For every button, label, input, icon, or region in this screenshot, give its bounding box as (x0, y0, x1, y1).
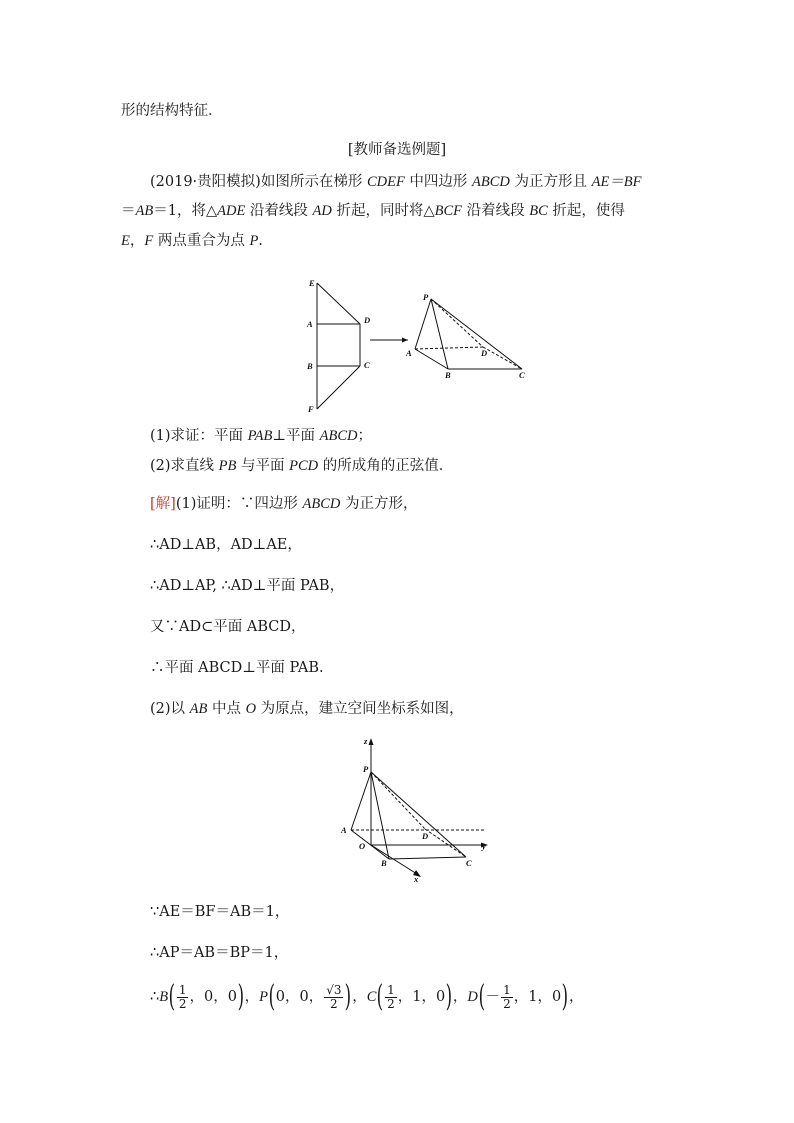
problem-term: E (121, 233, 130, 249)
edge-ab (415, 349, 448, 369)
z-arrow-icon (369, 738, 374, 745)
label-a-3d: A (406, 348, 412, 358)
problem-term: BCF (434, 203, 463, 219)
problem-line-2 (121, 201, 625, 221)
q-text: ⊥平面 (272, 428, 320, 444)
coord-value: 0 (227, 989, 237, 1005)
problem-text: ＝1，将△ (153, 203, 218, 219)
label-o: O (359, 841, 366, 851)
coord-value: 1 (412, 989, 422, 1005)
label-b: B (307, 361, 313, 371)
problem-text: . (258, 233, 263, 249)
label-d: D (364, 315, 371, 325)
fraction-half (177, 984, 189, 1011)
intro-line: 形的结构特征． (121, 103, 223, 119)
label-e: E (309, 278, 315, 288)
edge-dc-hidden (425, 829, 466, 857)
problem-text: ＝ (121, 203, 136, 219)
frac-num: 1 (503, 982, 511, 997)
sep: ， (189, 989, 204, 1005)
q-term: PB (218, 458, 237, 474)
problem-term: F (144, 233, 154, 249)
label-c: C (364, 360, 370, 370)
label-c-3d: C (519, 370, 525, 380)
frac-den: 2 (387, 996, 395, 1011)
sol-text: (1)证明：∵四边形 (175, 496, 303, 512)
sol-text: 中点 (207, 701, 246, 717)
problem-text: 沿着线段 (462, 203, 530, 219)
sep: ， (537, 989, 552, 1005)
figure-trapezoid-fold (300, 272, 540, 417)
solution-line-5: ∴平面 ABCD⊥平面 PAB. (150, 660, 324, 676)
sep: ， (397, 989, 413, 1005)
q-term: PCD (289, 458, 319, 474)
solution-line-2: ∴AD⊥AB，AD⊥AE， (150, 537, 302, 553)
sep: ， (244, 989, 260, 1005)
label-x: x (414, 874, 419, 882)
sep: ， (308, 989, 324, 1005)
edge-ed (317, 283, 360, 324)
sep: ， (421, 989, 436, 1005)
label-d: D (422, 831, 429, 841)
sol-term: AB (189, 701, 208, 717)
edge-cf (317, 366, 360, 409)
frac-den: 2 (178, 996, 187, 1011)
problem-text: ， (129, 233, 145, 249)
sol-term: O (245, 701, 257, 717)
problem-term: AD (312, 203, 332, 219)
problem-term: CDEF (366, 174, 405, 190)
frac-den: 2 (503, 996, 511, 1011)
label-f: F (308, 404, 314, 414)
q-text: (2)求直线 (150, 458, 219, 474)
label-p-3d: P (423, 292, 429, 302)
question-2 (150, 456, 453, 476)
coord-value: 0 (551, 989, 562, 1005)
frac-num: √3 (326, 982, 342, 997)
sep: ， (213, 989, 228, 1005)
therefore-symbol: ∴ (150, 989, 160, 1005)
problem-term: BC (529, 203, 548, 219)
question-1 (150, 426, 372, 446)
paren-open: ( (268, 979, 276, 1014)
q-term: ABCD (319, 428, 358, 444)
problem-text: 折起，使得 (547, 203, 625, 219)
sep: ， (513, 989, 529, 1005)
sol-term: ABCD (302, 496, 341, 512)
paren-open: ( (478, 979, 485, 1014)
problem-term: ADE (217, 203, 246, 219)
label-a: A (307, 319, 313, 329)
label-d-3d: D (481, 348, 488, 358)
point-b-label: B (159, 989, 169, 1005)
problem-line-3 (121, 231, 263, 251)
problem-term: AE＝BF (591, 174, 642, 190)
problem-text: (2019·贵阳模拟)如图所示在梯形 (150, 174, 367, 190)
label-c: C (466, 858, 472, 868)
sol-text: (2)以 (150, 701, 190, 717)
minus-sign: － (485, 989, 501, 1005)
fraction-half (501, 984, 513, 1011)
paren-close: ) (237, 979, 245, 1014)
edge-bc (389, 857, 466, 859)
problem-text: 两点重合为点 (153, 233, 250, 249)
edge-pc (371, 772, 466, 857)
label-p: P (363, 764, 369, 774)
edge-dc-hidden (483, 347, 522, 369)
point-c-label: C (366, 989, 377, 1005)
problem-text: 中四边形 (404, 174, 473, 190)
problem-term: AB (135, 203, 154, 219)
fraction-half (385, 984, 397, 1011)
problem-term: P (249, 233, 259, 249)
q-text: 与平面 (236, 458, 290, 474)
label-z: z (364, 736, 368, 746)
edge-pd-hidden (371, 772, 425, 829)
label-a: A (341, 825, 347, 835)
q-term: PAB (247, 428, 273, 444)
paren-close: ) (345, 979, 352, 1014)
section-header: [教师备选例题] (347, 142, 447, 158)
problem-term: ABCD (472, 174, 510, 190)
solution-line-6 (150, 699, 464, 719)
label-b: B (381, 858, 387, 868)
coord-value: 0 (203, 989, 214, 1005)
paren-open: ( (168, 979, 176, 1014)
coord-value: 0 (275, 989, 285, 1005)
point-p-label: P (259, 989, 268, 1005)
frac-den: 2 (330, 996, 338, 1011)
sol-text: 为原点，建立空间坐标系如图， (256, 701, 464, 717)
figure-coordinate-system (334, 732, 494, 882)
sep: ， (352, 989, 367, 1005)
paren-open: ( (376, 979, 384, 1014)
q-text: (1)求证：平面 (150, 428, 248, 444)
point-d-label: D (467, 989, 478, 1005)
solution-line-3: ∴AD⊥AP, ∴AD⊥平面 PAB， (150, 578, 345, 594)
edge-pc (431, 299, 522, 369)
sol-text: 为正方形， (340, 496, 418, 512)
coord-value: 0 (435, 989, 446, 1005)
frac-num: 1 (178, 982, 187, 997)
sep: ， (284, 989, 300, 1005)
solution-line-1 (150, 494, 417, 514)
coord-value: 1 (528, 989, 538, 1005)
equation-1: ∵AE＝BF＝AB＝1， (150, 904, 290, 920)
fraction-root3-half (324, 984, 343, 1011)
edge-pd-hidden (431, 299, 483, 347)
edge-pa (351, 772, 371, 830)
q-text: 的所成角的正弦值． (318, 458, 454, 474)
solution-tag: [解] (150, 496, 176, 512)
coordinates-line (150, 977, 583, 1017)
paren-close: ) (561, 979, 569, 1014)
sep: ， (452, 989, 468, 1005)
arrow-head-icon (402, 338, 408, 343)
label-b-3d: B (445, 370, 451, 380)
q-text: ； (357, 428, 372, 444)
x-axis (371, 845, 417, 874)
equation-2: ∴AP＝AB＝BP＝1， (150, 945, 289, 961)
problem-text: 沿着线段 (245, 203, 313, 219)
problem-line-1 (150, 172, 642, 192)
edge-pa (415, 299, 431, 349)
problem-text: 为正方形且 (509, 174, 592, 190)
frac-num: 1 (387, 982, 395, 997)
label-y: y (482, 841, 486, 851)
coord-value: 0 (299, 989, 309, 1005)
paren-close: ) (445, 979, 453, 1014)
sep: ， (568, 989, 584, 1005)
solution-line-4: 又∵AD⊂平面 ABCD， (150, 619, 306, 635)
edge-ad-hidden (415, 347, 483, 349)
problem-text: 折起，同时将△ (331, 203, 435, 219)
